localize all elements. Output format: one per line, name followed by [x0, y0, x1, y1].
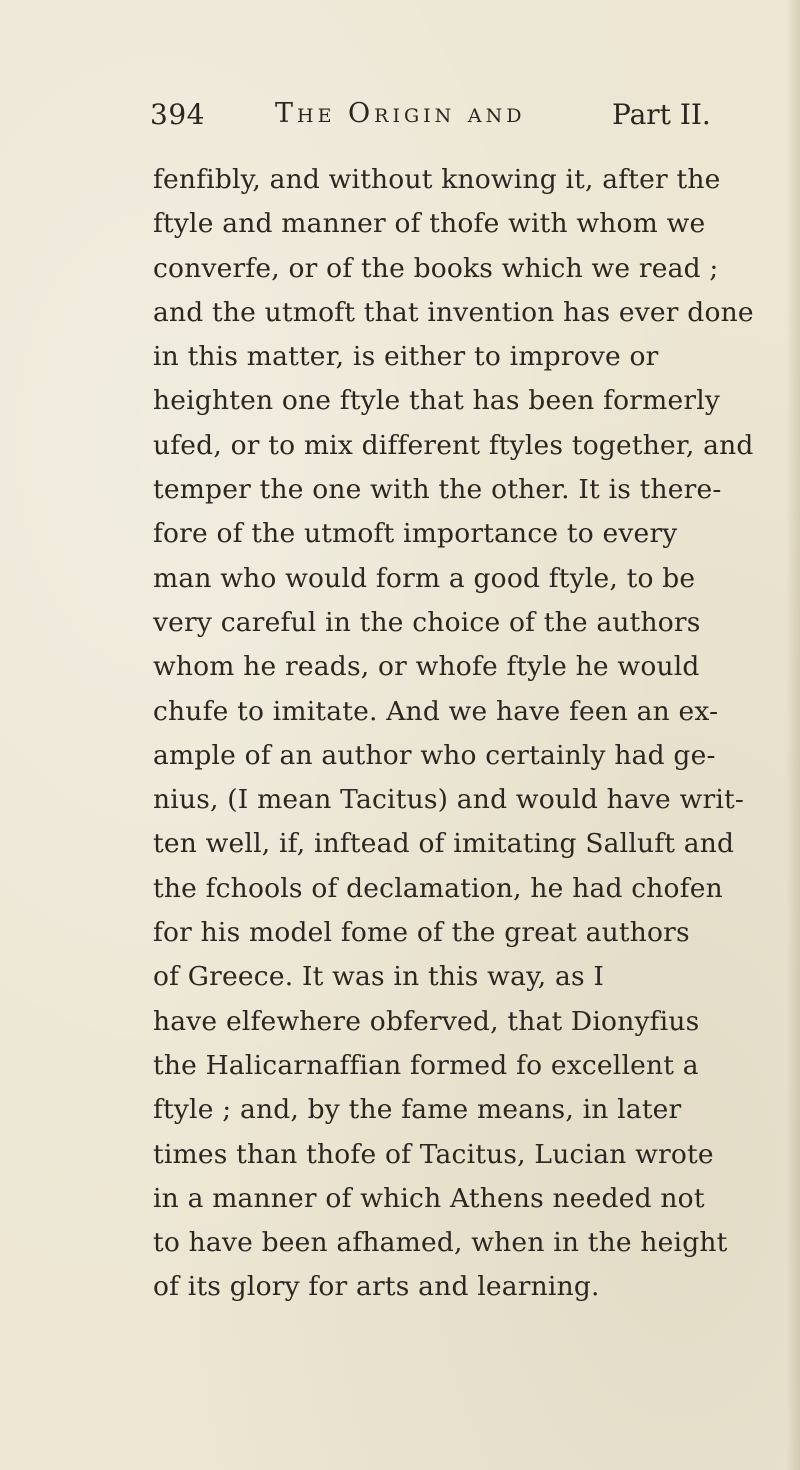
text-line: the Halicarnaffian formed fo excellent a — [153, 1049, 699, 1081]
text-line: fore of the utmoft importance to every — [153, 518, 678, 550]
text-line: fenfibly, and without knowing it, after the — [153, 164, 721, 195]
text-line: times than thofe of Tacitus, Lucian wrote — [153, 1138, 714, 1170]
body-text — [153, 158, 793, 1310]
text-line: ample of an author who certainly had ge- — [153, 739, 716, 771]
text-line: the fchools of declamation, he had chofen — [153, 872, 723, 904]
text-line: and the utmoft that invention has ever done — [153, 296, 754, 328]
page-header — [0, 98, 800, 138]
text-line: have elfewhere obferved, that Dionyfius — [153, 1005, 700, 1037]
running-title: The Origin and — [275, 98, 526, 129]
text-line: temper the one with the other. It is there- — [153, 474, 722, 506]
text-line: chufe to imitate. And we have feen an ex- — [153, 695, 719, 727]
text-line: ten well, if, inftead of imitating Salluft and — [153, 828, 735, 860]
part-label: Part II. — [612, 98, 711, 131]
text-line: man who would form a good ftyle, to be — [153, 562, 696, 594]
text-line: ftyle ; and, by the fame means, in later — [153, 1094, 682, 1126]
text-line: to have been afhamed, when in the height — [153, 1227, 728, 1259]
text-line: converfe, or of the books which we read ; — [153, 252, 719, 284]
text-line: for his model fome of the great authors — [153, 917, 690, 949]
text-line: nius, (I mean Tacitus) and would have writ- — [153, 784, 744, 816]
page-number: 394 — [150, 98, 205, 131]
text-line: whom he reads, or whofe ftyle he would — [153, 651, 700, 683]
text-line: in a manner of which Athens needed not — [153, 1182, 705, 1214]
text-line: ufed, or to mix different ftyles together, and — [153, 429, 754, 461]
text-line: of its glory for arts and learning. — [153, 1271, 600, 1303]
text-line: in this matter, is either to improve or — [153, 341, 659, 373]
text-line: of Greece. It was in this way, as I — [153, 961, 605, 993]
text-line: heighten one ftyle that has been formerly — [153, 385, 721, 417]
text-line: very careful in the choice of the authors — [153, 606, 701, 638]
text-line: ftyle and manner of thofe with whom we — [153, 208, 706, 240]
